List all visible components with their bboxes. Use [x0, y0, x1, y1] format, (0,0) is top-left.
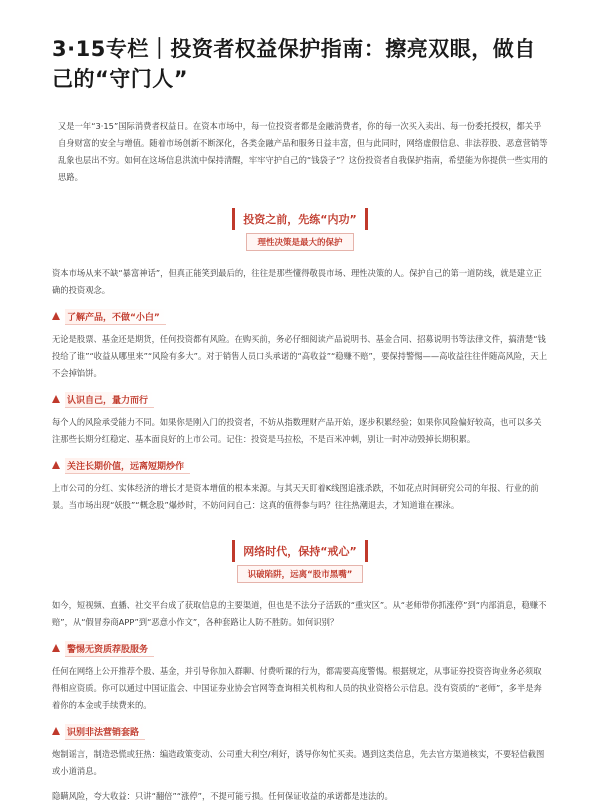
warning-triangle-icon — [52, 461, 60, 469]
subheading-2-2 — [52, 724, 548, 740]
section-subtitle-2: 识破陷阱，远离“股市黑嘴” — [237, 565, 364, 583]
warning-triangle-icon — [52, 312, 60, 320]
section-lead-2: 如今，短视频、直播、社交平台成了获取信息的主要渠道，但也是不法分子活跃的“重灾区”。从“老师带你抓涨停”到“内部消息，稳赚不赔”，从“假冒券商APP”到“恶意小作文”，各种套路让人防不胜防。如何识别？ — [52, 600, 547, 627]
subheading-2-1 — [52, 641, 548, 657]
subheading-label: 警惕无资质荐股服务 — [65, 641, 154, 657]
subheading-text: 任何在网络上公开推荐个股、基金，并引导你加入群聊、付费听课的行为，都需要高度警惕。根据规定，从事证券投资咨询业务必须取得相应资质。你可以通过中国证监会、中国证券业协会官网等查询相关机构和人员的执业资格公示信息。没有资质的“老师”，多半是奔着你的本金或手续费来的。 — [52, 666, 542, 710]
section-header-2 — [52, 540, 548, 583]
subheading-label: 识别非法营销套路 — [65, 724, 145, 740]
section-lead-1: 资本市场从来不缺“暴富神话”，但真正能笑到最后的，往往是那些懂得敬畏市场、理性决策的人。保护自己的第一道防线，就是建立正确的投资观念。 — [52, 268, 542, 295]
section-header-1 — [52, 208, 548, 251]
section-title-1: 投资之前，先练“内功” — [232, 208, 367, 230]
subheading-1-2 — [52, 392, 548, 408]
subheading-text: 炮制谣言，制造恐慌或狂热：编造政策变动、公司重大利空/利好，诱导你匆忙买卖。遇到这类信息，先去官方渠道核实，不要轻信截图或小道消息。 — [52, 749, 545, 776]
warning-triangle-icon — [52, 395, 60, 403]
warning-triangle-icon — [52, 644, 60, 652]
subheading-1-3 — [52, 458, 548, 474]
subheading-label: 认识自己，量力而行 — [65, 392, 154, 408]
section-title-2: 网络时代，保持“戒心” — [232, 540, 367, 562]
subheading-text: 上市公司的分红、实体经济的增长才是资本增值的根本来源。与其天天盯着K线图追涨杀跌，不如花点时间研究公司的年报、行业的前景。当市场出现“妖股”“概念股”爆炒时，不妨问问自己：这真的值得参与吗？往往热潮退去，才知道谁在裸泳。 — [52, 483, 539, 510]
warning-triangle-icon — [52, 727, 60, 735]
section-subtitle-1: 理性决策是最大的保护 — [246, 233, 353, 251]
subheading-text: 每个人的风险承受能力不同。如果你是刚入门的投资者，不妨从指数理财产品开始，逐步积累经验；如果你风险偏好较高，也可以多关注那些长期分红稳定、基本面良好的上市公司。记住：投资是马拉松，不是百米冲刺，别让一时冲动毁掉长期积累。 — [52, 417, 542, 444]
article-title: 3·15专栏｜投资者权益保护指南：擦亮双眼，做自己的“守门人” — [52, 37, 536, 91]
subheading-label: 关注长期价值，远离短期炒作 — [65, 458, 190, 474]
closing-paragraph: 隐瞒风险，夸大收益：只讲“翻倍”“涨停”，不提可能亏损。任何保证收益的承诺都是违法的。 — [52, 791, 393, 801]
intro-paragraph: 又是一年“3·15”国际消费者权益日。在资本市场中，每一位投资者都是金融消费者，你的每一次买入卖出、每一份委托授权，都关乎自身财富的安全与增值。随着市场创新不断深化，各类金融产品和服务日益丰富，但与此同时，网络虚假信息、非法荐股、恶意营销等乱象也层出不穷。如何在这场信息洪流中保持清醒，牢牢守护自己的“钱袋子”？这份投资者自我保护指南，希望能为你提供一些实用的思路。 — [58, 121, 548, 182]
subheading-1-1 — [52, 309, 548, 325]
subheading-label: 了解产品，不做“小白” — [65, 309, 166, 325]
subheading-text: 无论是股票、基金还是期货，任何投资都有风险。在购买前，务必仔细阅读产品说明书、基金合同、招募说明书等法律文件，搞清楚“钱投给了谁”“收益从哪里来”“风险有多大”。对于销售人员口头承诺的“高收益”“稳赚不赔”，要保持警惕——高收益往往伴随高风险，天上不会掉馅饼。 — [52, 334, 548, 378]
